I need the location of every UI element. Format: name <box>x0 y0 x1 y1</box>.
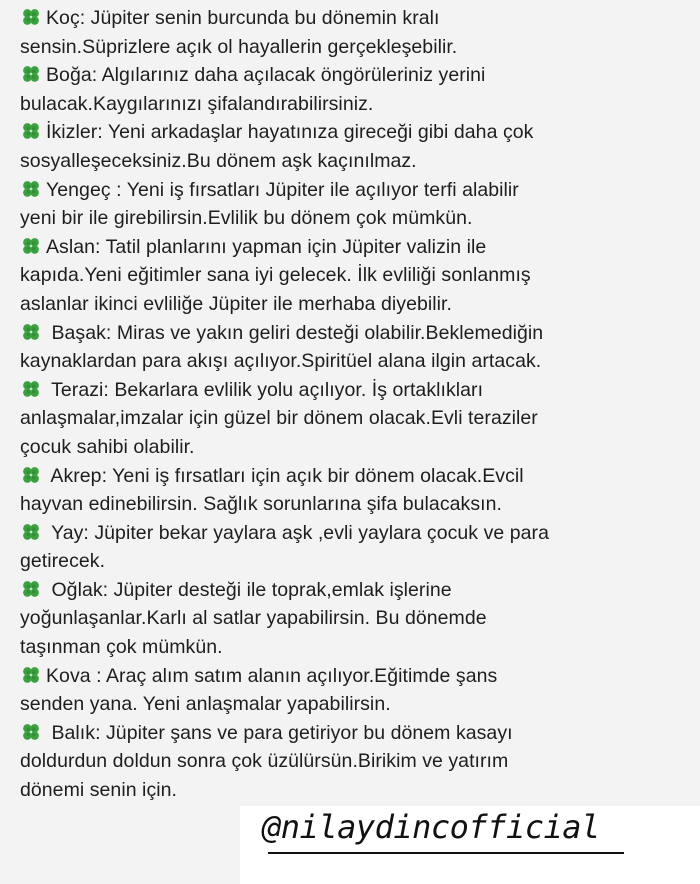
horoscope-entry <box>20 376 688 462</box>
horoscope-entry <box>20 233 688 319</box>
horoscope-list <box>20 4 688 805</box>
signature-underline <box>268 852 624 854</box>
entry-line: Yay: Jüpiter bekar yaylara aşk ,evli yaylara çocuk ve para <box>46 521 549 544</box>
four-leaf-clover-icon <box>20 120 42 142</box>
four-leaf-clover-icon <box>20 63 42 85</box>
entry-line: Kova : Araç alım satım alanın açılıyor.Eğitimde şans <box>46 664 498 687</box>
entry-line: senden yana. Yeni anlaşmalar yapabilirsin. <box>20 693 391 716</box>
horoscope-entry <box>20 576 688 662</box>
entry-line: kapıda.Yeni eğitimler sana iyi gelecek. İlk evliliği sonlanmış <box>20 264 531 287</box>
horoscope-entry <box>20 319 688 376</box>
entry-line: getirecek. <box>20 550 106 573</box>
four-leaf-clover-icon <box>20 178 42 200</box>
horoscope-entry <box>20 719 688 805</box>
four-leaf-clover-icon <box>20 721 42 743</box>
entry-line: çocuk sahibi olabilir. <box>20 435 195 458</box>
four-leaf-clover-icon <box>20 578 42 600</box>
horoscope-entry <box>20 662 688 719</box>
entry-line: Boğa: Algılarınız daha açılacak öngörüleriniz yerini <box>46 64 486 87</box>
entry-line: İkizler: Yeni arkadaşlar hayatınıza gireceği gibi daha çok <box>46 121 534 144</box>
entry-line: Yengeç : Yeni iş fırsatları Jüpiter ile açılıyor terfi alabilir <box>46 178 519 201</box>
entry-line: Başak: Miras ve yakın geliri desteği olabilir.Beklemediğin <box>46 321 544 344</box>
signature-watermark: @nilaydincofficial <box>262 808 600 846</box>
four-leaf-clover-icon <box>20 235 42 257</box>
entry-line: sosyalleşeceksiniz.Bu dönem aşk kaçınılmaz. <box>20 149 417 172</box>
entry-line: dönemi senin için. <box>20 779 177 802</box>
entry-line: yeni bir ile girebilirsin.Evlilik bu dönem çok mümkün. <box>20 207 473 230</box>
four-leaf-clover-icon <box>20 6 42 28</box>
entry-line: Akrep: Yeni iş fırsatları için açık bir dönem olacak.Evcil <box>46 464 524 487</box>
horoscope-entry <box>20 4 688 61</box>
entry-line: taşınman çok mümkün. <box>20 636 223 659</box>
entry-line: aslanlar ikinci evliliğe Jüpiter ile merhaba diyebilir. <box>20 292 452 315</box>
entry-line: anlaşmalar,imzalar için güzel bir dönem olacak.Evli teraziler <box>20 407 538 430</box>
four-leaf-clover-icon <box>20 321 42 343</box>
entry-line: Balık: Jüpiter şans ve para getiriyor bu dönem kasayı <box>46 721 513 744</box>
horoscope-entry <box>20 462 688 519</box>
entry-line: Koç: Jüpiter senin burcunda bu dönemin kralı <box>46 7 440 29</box>
horoscope-entry <box>20 176 688 233</box>
horoscope-entry <box>20 118 688 175</box>
horoscope-entry <box>20 519 688 576</box>
entry-line: Aslan: Tatil planlarını yapman için Jüpiter valizin ile <box>46 235 487 258</box>
four-leaf-clover-icon <box>20 464 42 486</box>
entry-line: hayvan edinebilirsin. Sağlık sorunlarına şifa bulacaksın. <box>20 493 502 516</box>
entry-line: Terazi: Bekarlara evlilik yolu açılıyor. İş ortaklıkları <box>46 378 484 401</box>
entry-line: bulacak.Kaygılarınızı şifalandırabilirsiniz. <box>20 92 374 115</box>
entry-line: sensin.Süprizlere açık ol hayallerin gerçekleşebilir. <box>20 35 458 58</box>
horoscope-entry <box>20 61 688 118</box>
four-leaf-clover-icon <box>20 521 42 543</box>
four-leaf-clover-icon <box>20 664 42 686</box>
entry-line: Oğlak: Jüpiter desteği ile toprak,emlak işlerine <box>46 578 452 601</box>
entry-line: doldurdun doldun sonra çok üzülürsün.Birikim ve yatırım <box>20 750 509 773</box>
four-leaf-clover-icon <box>20 378 42 400</box>
entry-line: yoğunlaşanlar.Karlı al satlar yapabilirsin. Bu dönemde <box>20 607 487 630</box>
entry-line: kaynaklardan para akışı açılıyor.Spiritüel alana ilgin artacak. <box>20 350 542 373</box>
